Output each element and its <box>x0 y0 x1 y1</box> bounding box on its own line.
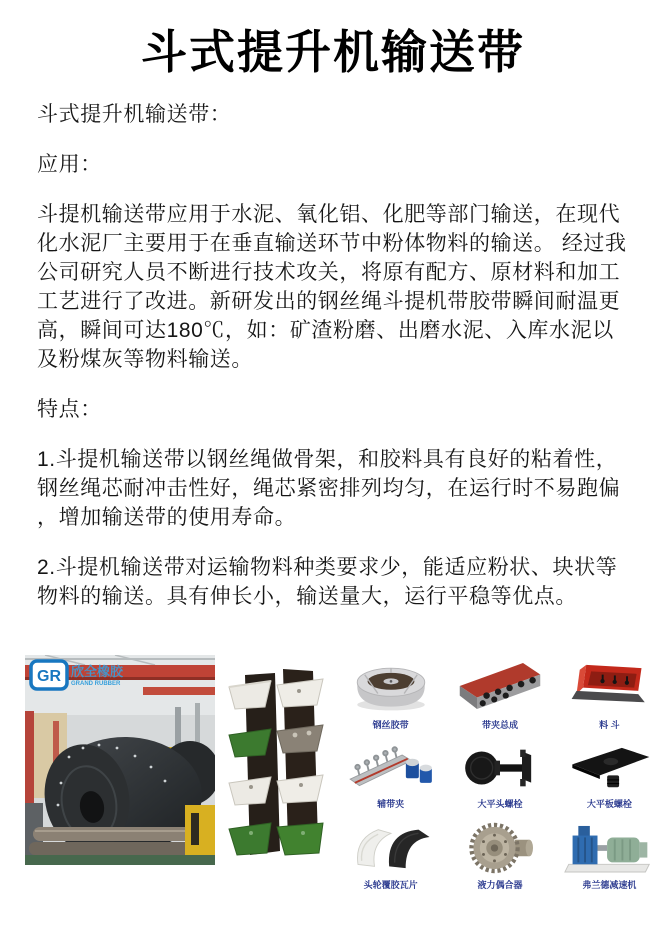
text-line: 1.斗提机输送带以钢丝绳做骨架，和胶料具有良好的粘着性， <box>37 448 618 471</box>
text-line: ，增加输送带的使用寿命。 <box>37 506 297 529</box>
paragraph <box>37 200 630 374</box>
product-grid <box>338 652 662 892</box>
paragraph <box>37 150 630 179</box>
text-line: 高，瞬间可达180℃，如：矿渣粉磨、出磨水泥、入库水泥以 <box>37 319 614 342</box>
product-cell-hopper <box>557 652 662 732</box>
text-line: 钢丝绳芯耐冲击性好，绳芯紧密排列均匀，在运行时不易跑偏 <box>37 477 621 500</box>
text-line: 特点： <box>37 398 102 421</box>
product-gallery <box>0 652 666 890</box>
paragraph <box>37 553 630 611</box>
text-line: 应用： <box>37 153 102 176</box>
logo-monogram: GR <box>37 668 61 685</box>
logo-name-en: GRAND RUBBER <box>71 681 121 687</box>
article-body <box>0 80 666 611</box>
belt-clamp-assembly-image <box>454 657 546 715</box>
product-cell-head-wheel-rubber-tiles <box>338 816 443 892</box>
paragraph <box>37 395 630 424</box>
product-label: 大平头螺栓 <box>477 799 523 809</box>
product-label: 液力偶合器 <box>477 880 523 890</box>
text-line: 及粉煤灰等物料输送。 <box>37 348 253 371</box>
product-cell-hydraulic-coupling <box>447 816 552 892</box>
grand-rubber-logo <box>31 661 124 689</box>
flender-reducer-image <box>563 820 655 876</box>
product-label: 带夹总成 <box>481 720 518 730</box>
aux-belt-clamp-image <box>345 742 437 794</box>
text-line: 2.斗提机输送带对运输物料种类要求少，能适应粉状、块状等 <box>37 556 618 579</box>
product-cell-flender-reducer <box>557 816 662 892</box>
product-label: 辅带夹 <box>377 799 405 809</box>
product-label: 料 斗 <box>599 720 620 730</box>
text-line: 公司研究人员不断进行技术攻关，将原有配方、原材料和加工 <box>37 261 621 284</box>
hydraulic-coupling-image <box>456 820 544 876</box>
product-label: 头轮覆胶瓦片 <box>363 880 418 890</box>
paragraph <box>37 445 630 532</box>
factory-belt-photo <box>25 655 215 865</box>
paragraph <box>37 100 630 129</box>
head-wheel-rubber-tiles-image <box>347 821 435 875</box>
text-line: 工艺进行了改进。新研发出的钢丝绳斗提机带胶带瞬间耐温更 <box>37 290 621 313</box>
flat-plate-bolt-image <box>565 742 653 794</box>
product-cell-aux-belt-clamp <box>338 737 443 811</box>
product-cell-steel-wire-belt <box>338 652 443 732</box>
product-cell-flat-head-bolt <box>447 737 552 811</box>
factory-belt-image <box>25 655 215 865</box>
text-line: 物料的输送。具有伸长小，输送量大，运行平稳等优点。 <box>37 585 577 608</box>
product-cell-flat-plate-bolt <box>557 737 662 811</box>
product-label: 大平板螺栓 <box>586 799 632 809</box>
product-label: 弗兰德减速机 <box>582 880 637 890</box>
bucket-display-photo <box>225 665 332 867</box>
steel-wire-belt-image <box>346 657 436 715</box>
product-cell-belt-clamp-assembly <box>447 652 552 732</box>
page-title: 斗式提升机输送带 <box>141 26 525 78</box>
logo-name-cn: 欣全橡胶 <box>71 664 124 679</box>
flat-head-bolt-image <box>456 742 544 794</box>
product-label: 钢丝胶带 <box>372 720 409 730</box>
bucket-display-image <box>225 665 332 867</box>
text-line: 斗提机输送带应用于水泥、氧化铝、化肥等部门输送，在现代 <box>37 203 621 226</box>
text-line: 斗式提升机输送带： <box>37 103 232 126</box>
text-line: 化水泥厂主要用于在垂直输送环节中粉体物料的输送。 经过我 <box>37 232 627 255</box>
hopper-image <box>570 657 648 715</box>
